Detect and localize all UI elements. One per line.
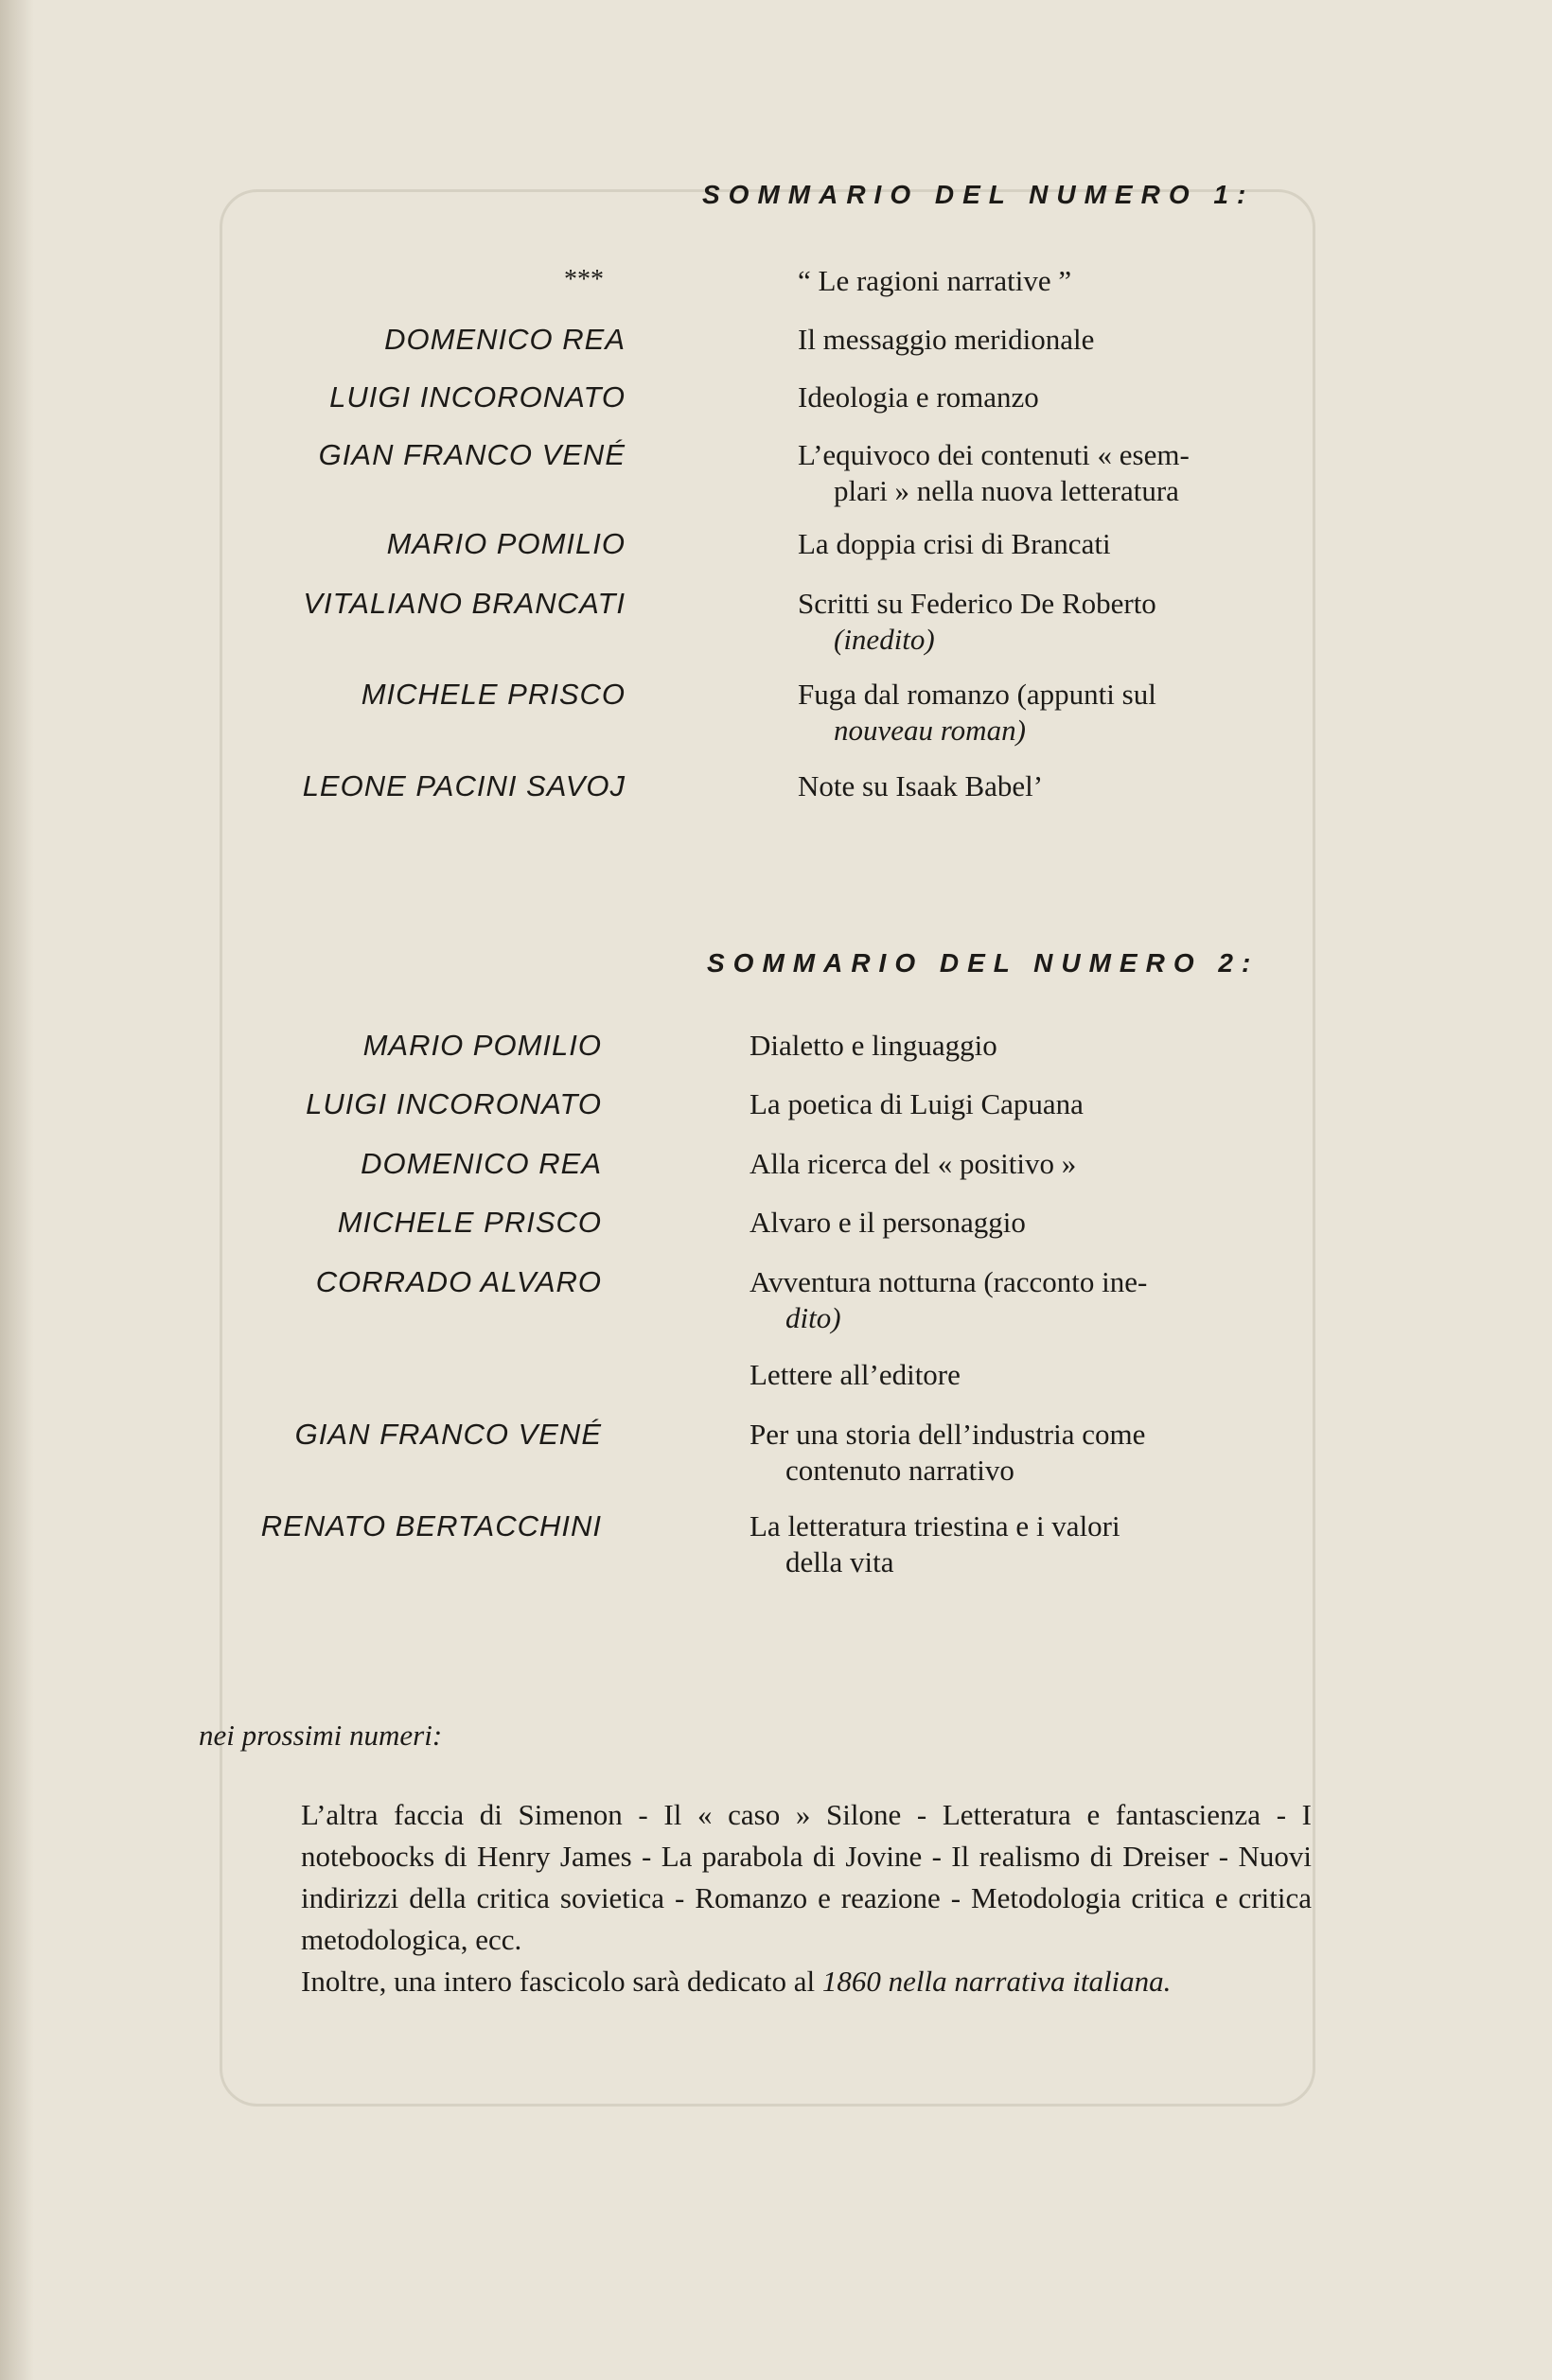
- upcoming-topics: [301, 1794, 1312, 2002]
- issue1-entry-1-title: Il messaggio meridionale: [798, 323, 1095, 356]
- issue1-entry-2-author: LUIGI INCORONATO: [329, 380, 626, 414]
- upcoming-note-prefix: Inoltre, una intero fascicolo sarà dedicato al: [301, 1965, 816, 1998]
- upcoming-note-emph: 1860 nella narrativa italiana.: [821, 1965, 1172, 1998]
- issue1-stars: ***: [564, 265, 604, 294]
- issue1-entry-0-title: “ Le ragioni narrative ”: [798, 264, 1072, 297]
- issue2-entry-3-title: Alvaro e il personaggio: [750, 1206, 1026, 1239]
- issue2-entry-4-author: CORRADO ALVARO: [315, 1265, 602, 1298]
- issue1-entry-3-title-line2: plari » nella nuova letteratura: [834, 474, 1179, 507]
- issue2-entry-7-title-line2: della vita: [785, 1545, 894, 1578]
- issue1-entry-6-title-line1: Fuga dal romanzo (appunti sul: [798, 678, 1156, 711]
- issue1-entry-7-author: LEONE PACINI SAVOJ: [302, 769, 626, 802]
- issue2-entry-1-title: La poetica di Luigi Capuana: [750, 1087, 1084, 1120]
- issue1-entry-5-title: [798, 586, 1309, 658]
- issue1-entry-7-title: Note su Isaak Babel’: [798, 769, 1044, 802]
- issue1-entry-5-author: VITALIANO BRANCATI: [303, 587, 626, 620]
- issue1-entry-6-title: [798, 677, 1309, 749]
- issue1-heading: SOMMARIO DEL NUMERO 1:: [702, 180, 1255, 209]
- issue2-entry-4-title: [750, 1264, 1308, 1336]
- issue2-entry-2-author: DOMENICO REA: [361, 1147, 602, 1180]
- issue2-entry-6-title: [750, 1417, 1308, 1489]
- issue2-entry-4-title-line2: dito): [785, 1301, 841, 1334]
- issue2-entry-0-title: Dialetto e linguaggio: [750, 1029, 997, 1062]
- issue2-entry-0-author: MARIO POMILIO: [362, 1029, 602, 1062]
- issue2-entry-6-title-line1: Per una storia dell’industria come: [750, 1418, 1146, 1451]
- issue1-entry-5-title-line2: (inedito): [834, 623, 935, 656]
- issue1-entry-1-author: DOMENICO REA: [384, 323, 626, 356]
- issue1-entry-4-title: La doppia crisi di Brancati: [798, 527, 1111, 560]
- issue2-entry-7-title: [750, 1508, 1308, 1580]
- issue2-entry-4-title-line1: Avventura notturna (racconto ine-: [750, 1265, 1148, 1298]
- upcoming-topics-text: L’altra faccia di Simenon - Il « caso » Silone - Letteratura e fantascienza - I noteboocks di Henry James - La parabola di Jovine - Il realismo di Dreiser - Nuovi indirizzi della critica sovietica - Romanzo e reazione - Metodologia critica e critica metodologica, ecc.: [301, 1798, 1312, 1956]
- issue1-entry-6-title-line2: nouveau roman): [834, 714, 1026, 747]
- issue2-entry-3-author: MICHELE PRISCO: [337, 1206, 602, 1239]
- issue2-heading: SOMMARIO DEL NUMERO 2:: [707, 948, 1260, 978]
- issue2-entry-6-author: GIAN FRANCO VENÉ: [294, 1418, 602, 1451]
- issue2-entry-1-author: LUIGI INCORONATO: [306, 1087, 602, 1120]
- issue1-entry-3-title: [798, 437, 1307, 509]
- issue1-entry-3-title-line1: L’equivoco dei contenuti « esem-: [798, 438, 1190, 471]
- issue2-entry-6-title-line2: contenuto narrativo: [785, 1454, 1014, 1487]
- issue1-entry-4-author: MARIO POMILIO: [386, 527, 626, 560]
- page-binding-edge: [0, 0, 34, 2380]
- issue2-entry-7-title-line1: La letteratura triestina e i valori: [750, 1509, 1120, 1543]
- issue2-entry-2-title: Alla ricerca del « positivo »: [750, 1147, 1077, 1180]
- issue2-entry-7-author: RENATO BERTACCHINI: [260, 1509, 602, 1543]
- issue1-entry-3-author: GIAN FRANCO VENÉ: [318, 438, 626, 471]
- issue2-entry-5-title: Lettere all’editore: [750, 1358, 961, 1391]
- issue1-entry-6-author: MICHELE PRISCO: [361, 678, 626, 711]
- issue1-entry-5-title-line1: Scritti su Federico De Roberto: [798, 587, 1156, 620]
- issue1-entry-2-title: Ideologia e romanzo: [798, 380, 1039, 414]
- upcoming-lead: nei prossimi numeri:: [199, 1719, 443, 1752]
